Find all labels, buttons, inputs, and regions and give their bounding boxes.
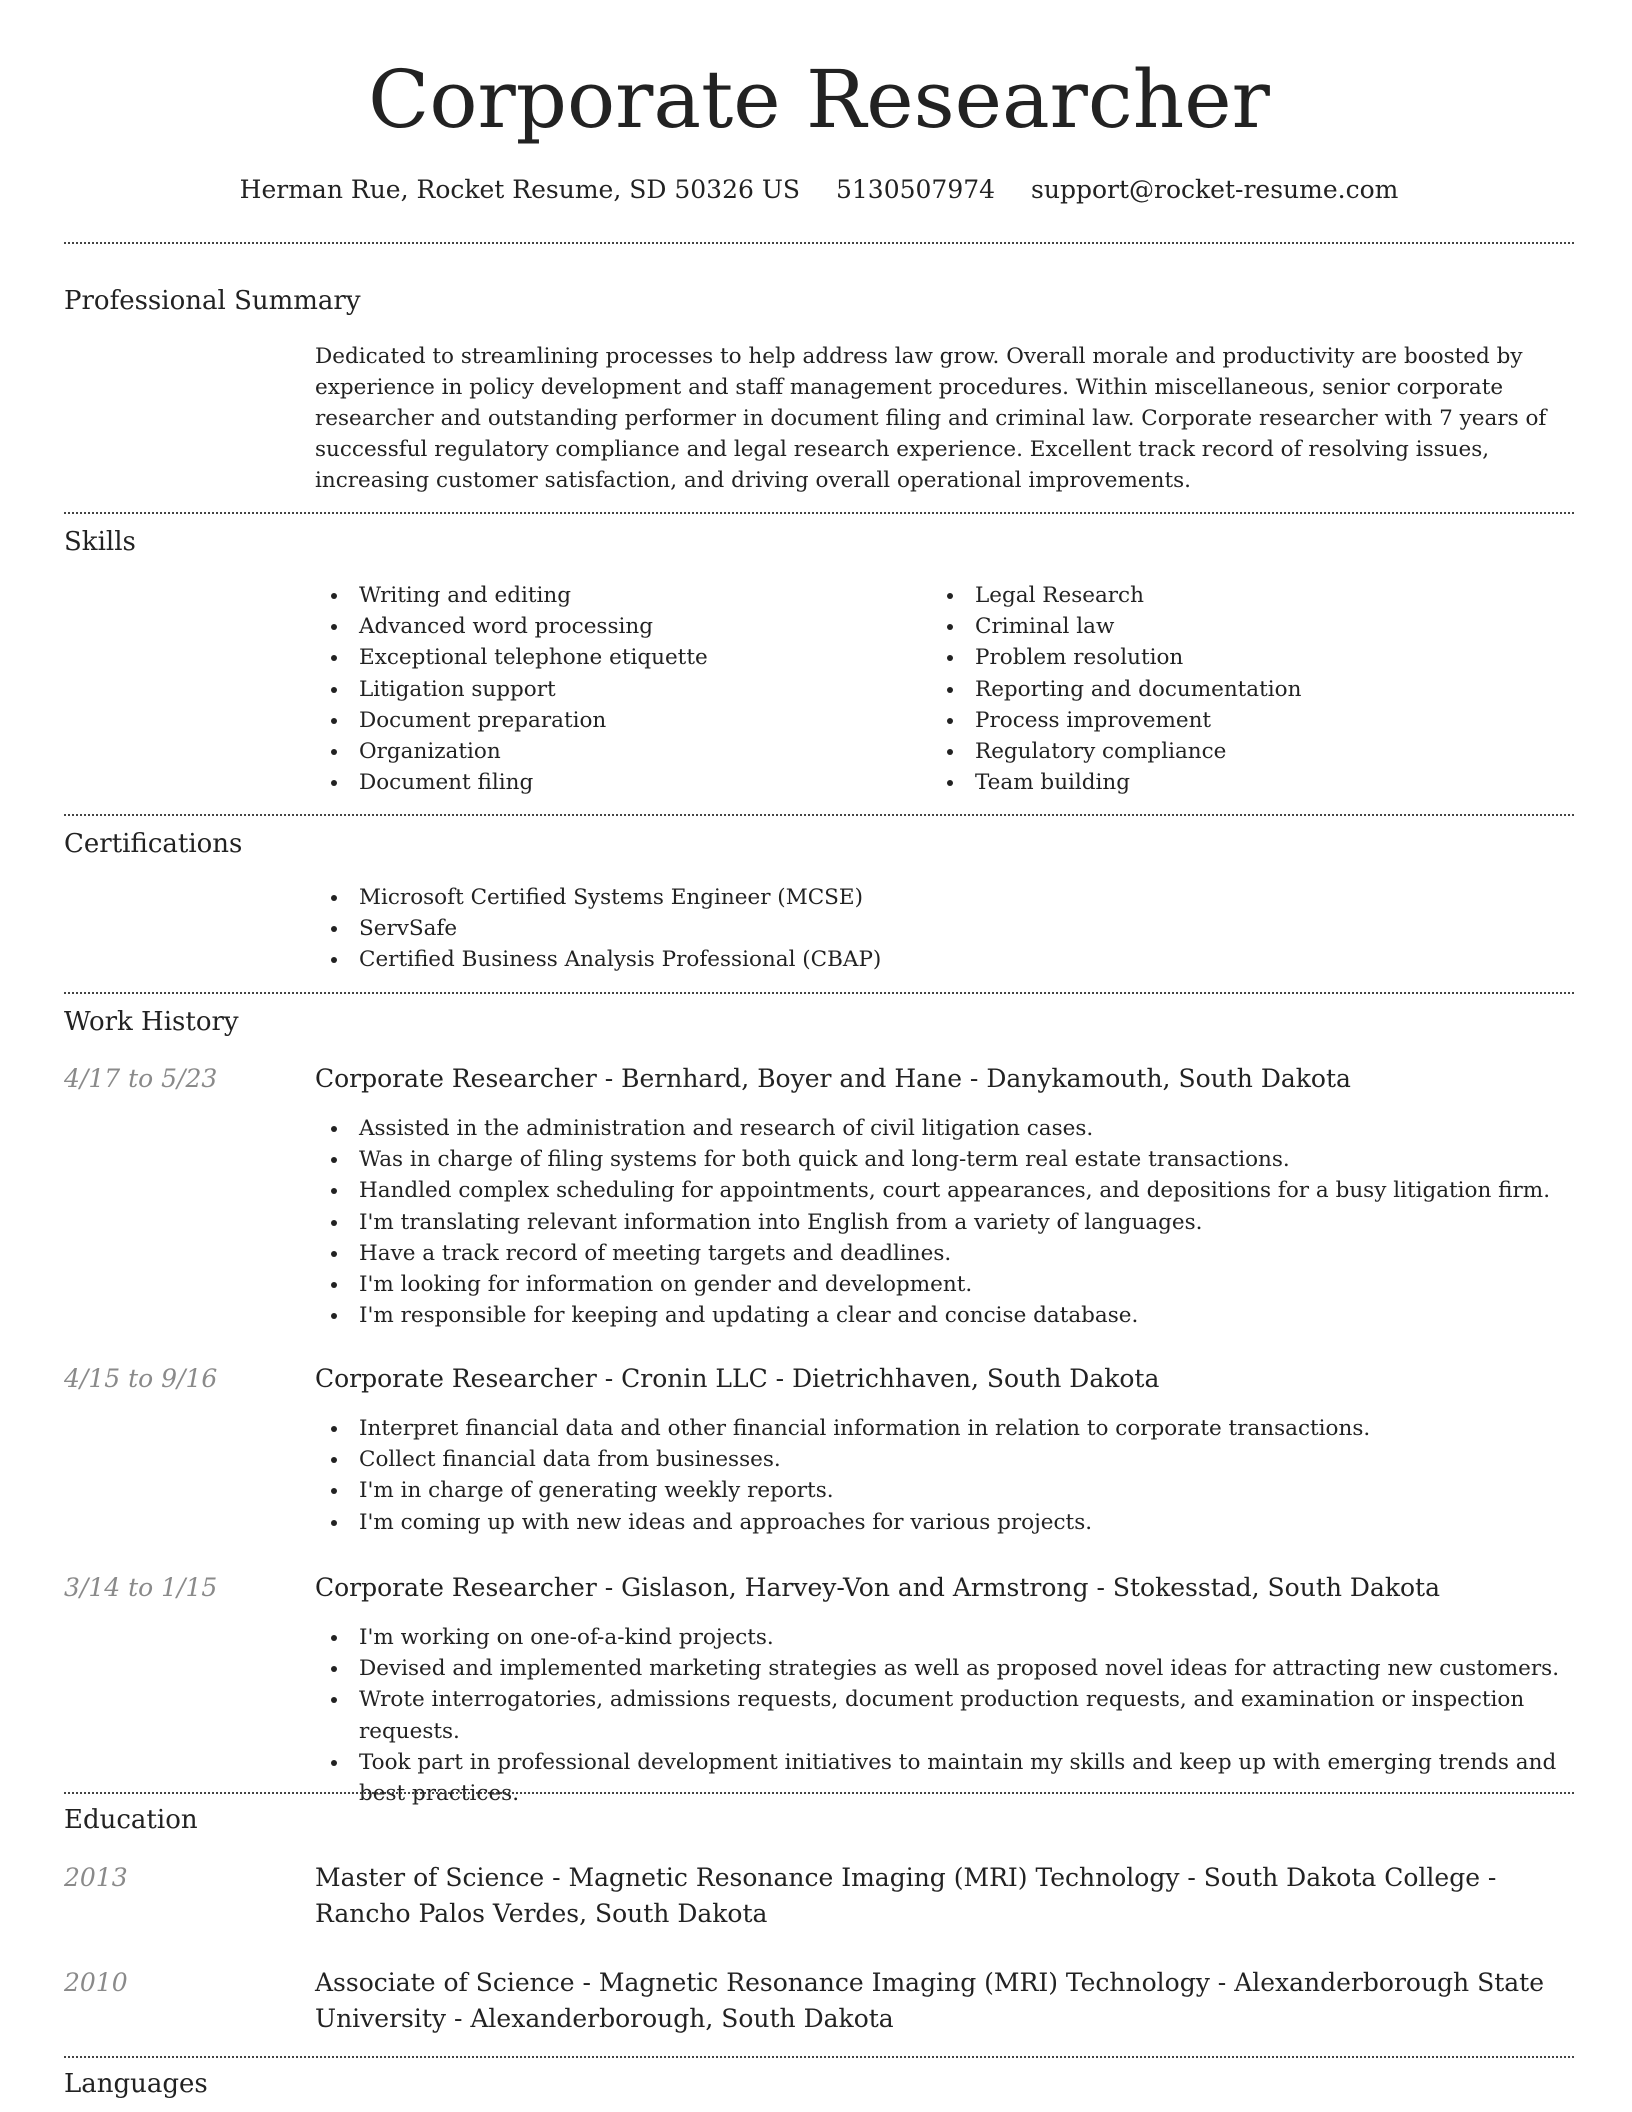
job-date: 4/15 to 9/16 [64,1364,218,1393]
job-bullet: Handled complex scheduling for appointments, court appearances, and depositions for a busy litigation firm. [315,1175,1577,1206]
skill-item: Advanced word processing [315,611,915,642]
job-bullet: Devised and implemented marketing strategies as well as proposed novel ideas for attracting new customers. [315,1653,1577,1684]
contact-line [64,170,1574,210]
section-divider [64,512,1574,514]
section-divider [64,2056,1574,2058]
skills-list-left [315,580,915,798]
skill-item: Organization [315,736,915,767]
job-bullet: Was in charge of filing systems for both quick and long-term real estate transactions. [315,1144,1577,1175]
job-bullet: I'm in charge of generating weekly reports. [315,1475,1577,1506]
certification-item: Certified Business Analysis Professional (CBAP) [315,944,1515,975]
skill-item: Document preparation [315,705,915,736]
certification-item: ServSafe [315,913,1515,944]
skill-item: Reporting and documentation [931,674,1531,705]
job-bullet: Collect financial data from businesses. [315,1444,1577,1475]
skills-list-right [931,580,1531,798]
job-bullet: I'm coming up with new ideas and approaches for various projects. [315,1507,1577,1538]
job-bullets [315,1622,1577,1809]
section-divider [64,242,1574,244]
skill-item: Litigation support [315,674,915,705]
job-heading: Corporate Researcher - Gislason, Harvey-Von and Armstrong - Stokesstad, South Dakota [315,1573,1441,1602]
job-bullet: I'm responsible for keeping and updating a clear and concise database. [315,1300,1577,1331]
skill-item: Exceptional telephone etiquette [315,642,915,673]
skill-item: Team building [931,767,1531,798]
section-title-languages: Languages [64,2069,208,2099]
certifications-list [315,882,1515,976]
skill-item: Document filing [315,767,915,798]
contact-phone: 5130507974 [836,175,996,204]
skill-item: Writing and editing [315,580,915,611]
summary-text: Dedicated to streamlining processes to help address law grow. Overall morale and productivity are boosted by experience in policy development and staff management procedures. Within miscellaneous, senior corporate researcher and outstanding performer in document filing and criminal law. Corporate researcher with 7 years of successful regulatory compliance and legal research experience. Excellent track record of resolving issues, increasing customer satisfaction, and driving overall operational improvements. [315,344,1547,493]
job-bullet: I'm working on one-of-a-kind projects. [315,1622,1577,1653]
section-divider [64,992,1574,994]
section-divider [64,814,1574,816]
skill-item: Problem resolution [931,642,1531,673]
job-bullet: I'm translating relevant information into English from a variety of languages. [315,1207,1577,1238]
skill-item: Process improvement [931,705,1531,736]
section-title-certifications: Certifications [64,829,243,859]
education-heading: Associate of Science - Magnetic Resonance Imaging (MRI) Technology - Alexanderborough State University - Alexanderborough, South Dakota [315,1968,1545,2033]
education-heading: Master of Science - Magnetic Resonance Imaging (MRI) Technology - South Dakota College - Rancho Palos Verdes, South Dakota [315,1863,1497,1928]
job-bullet: Interpret financial data and other financial information in relation to corporate transactions. [315,1413,1577,1444]
job-date: 3/14 to 1/15 [64,1573,218,1602]
job-heading: Corporate Researcher - Bernhard, Boyer and Hane - Danykamouth, South Dakota [315,1064,1351,1093]
resume-title: Corporate Researcher [368,53,1270,146]
education-date: 2013 [64,1863,128,1892]
job-bullet: Assisted in the administration and research of civil litigation cases. [315,1113,1577,1144]
skill-item: Criminal law [931,611,1531,642]
job-bullets [315,1113,1577,1331]
job-bullet: I'm looking for information on gender and development. [315,1269,1577,1300]
skill-item: Regulatory compliance [931,736,1531,767]
job-heading: Corporate Researcher - Cronin LLC - Dietrichhaven, South Dakota [315,1364,1160,1393]
section-divider [64,1792,1574,1794]
certification-item: Microsoft Certified Systems Engineer (MCSE) [315,882,1515,913]
job-date: 4/17 to 5/23 [64,1064,218,1093]
section-title-summary: Professional Summary [64,286,361,316]
education-date: 2010 [64,1968,128,1997]
contact-address: Herman Rue, Rocket Resume, SD 50326 US [239,175,801,204]
skill-item: Legal Research [931,580,1531,611]
contact-email: support@rocket-resume.com [1031,175,1399,204]
section-title-skills: Skills [64,527,136,557]
job-bullets [315,1413,1577,1538]
job-bullet: Have a track record of meeting targets and deadlines. [315,1238,1577,1269]
section-title-work-history: Work History [64,1007,239,1037]
job-bullet: Took part in professional development initiatives to maintain my skills and keep up with emerging trends and best practices. [315,1747,1577,1809]
job-bullet: Wrote interrogatories, admissions requests, document production requests, and examination or inspection requests. [315,1684,1577,1746]
section-title-education: Education [64,1805,198,1835]
